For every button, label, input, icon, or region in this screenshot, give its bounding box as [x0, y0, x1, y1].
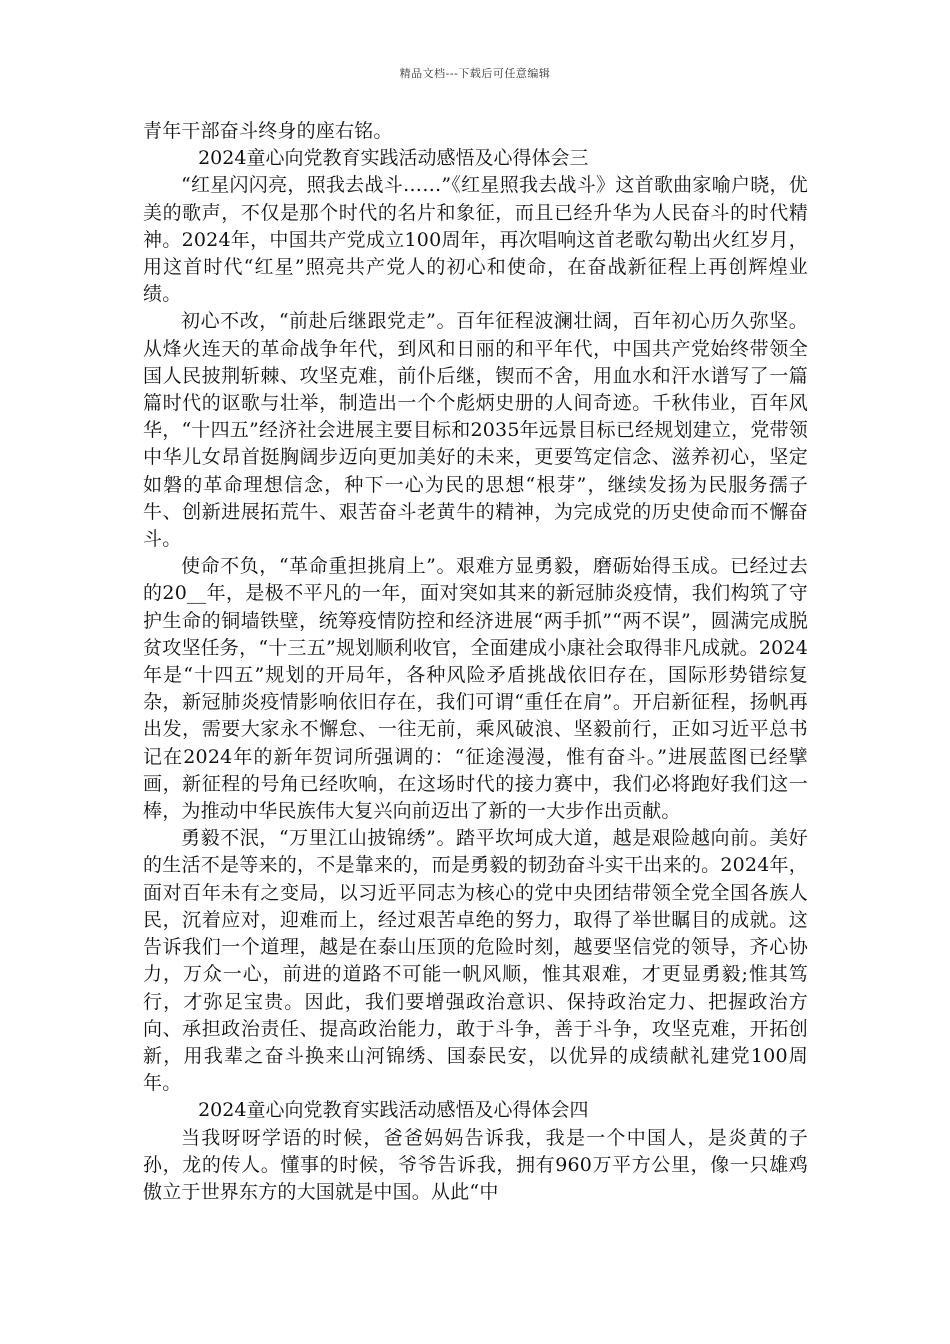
page-header: 精品文档---下载后可任意编辑	[399, 67, 551, 80]
paragraph-childhood: 当我呀呀学语的时候，爸爸妈妈告诉我，我是一个中国人，是炎黄的子孙，龙的传人。懂事的时候，爷爷告诉我，拥有960万平方公里，像一只雄鸡傲立于世界东方的大国就是中国。从此“中	[143, 1126, 808, 1203]
document-body	[143, 118, 808, 1206]
section-heading-four: 2024童心向党教育实践活动感悟及心得体会四	[198, 1099, 589, 1122]
section-heading-three: 2024童心向党教育实践活动感悟及心得体会三	[198, 147, 589, 170]
paragraph-mission: 使命不负，“革命重担挑肩上”。艰难方显勇毅，磨砺始得玉成。已经过去的20__年，是极不平凡的一年，面对突如其来的新冠肺炎疫情，我们构筑了守护生命的铜墙铁壁，统筹疫情防控和经济进展“两手抓”“两不误”，圆满完成脱贫攻坚任务，“十三五”规划顺利收官，全面建成小康社会取得非凡成就。2024年是“十四五”规划的开局年，各种风险矛盾挑战依旧存在，国际形势错综复杂，新冠肺炎疫情影响依旧存在，我们可谓“重任在肩”。开启新征程，扬帆再出发，需要大家永不懈怠、一往无前，乘风破浪、坚毅前行，正如习近平总书记在2024年的新年贺词所强调的：“征途漫漫，惟有奋斗。”进展蓝图已经擘画，新征程的号角已经吹响，在这场时代的接力赛中，我们必将跑好我们这一棒，为推动中华民族伟大复兴向前迈出了新的一大步作出贡献。	[143, 555, 808, 823]
paragraph-fortitude: 勇毅不泯，“万里江山披锦绣”。踏平坎坷成大道，越是艰险越向前。美好的生活不是等来的，不是靠来的，而是勇毅的韧劲奋斗实干出来的。2024年，面对百年未有之变局，以习近平同志为核心的党中央团结带领全党全国各族人民，沉着应对，迎难而上，经过艰苦卓绝的努力，取得了举世瞩目的成就。这告诉我们一个道理，越是在泰山压顶的危险时刻，越要坚信党的领导，齐心协力，万众一心，前进的道路不可能一帆风顺，惟其艰难，才更显勇毅;惟其笃行，才弥足宝贵。因此，我们要增强政治意识、保持政治定力、把握政治方向、承担政治责任、提高政治能力，敢于斗争，善于斗争，攻坚克难，开拓创新，用我辈之奋斗换来山河锦绣、国泰民安，以优异的成绩献礼建党100周年。	[143, 827, 808, 1095]
paragraph-intro: “红星闪闪亮，照我去战斗……”《红星照我去战斗》这首歌曲家喻户晓，优美的歌声，不仅是那个时代的名片和象征，而且已经升华为人民奋斗的时代精神。2024年，中国共产党成立100周年，再次唱响这首老歌勾勒出火红岁月，用这首时代“红星”照亮共产党人的初心和使命，在奋战新征程上再创辉煌业绩。	[143, 174, 808, 306]
paragraph-continuation: 青年干部奋斗终身的座右铭。	[143, 120, 393, 142]
paragraph-original-aspiration: 初心不改，“前赴后继跟党走”。百年征程波澜壮阔，百年初心历久弥坚。从烽火连天的革命战争年代，到风和日丽的和平年代，中国共产党始终带领全国人民披荆斩棘、攻坚克难，前仆后继，锲而不舍，用血水和汗水谱写了一篇篇时代的讴歌与壮举，制造出一个个彪炳史册的人间奇迹。千秋伟业，百年风华，“十四五”经济社会进展主要目标和2035年远景目标已经规划建立，党带领中华儿女昂首挺胸阔步迈向更加美好的未来，更要笃定信念、滋养初心，坚定如磐的革命理想信念，种下一心为民的思想“根芽”，继续发扬为民服务孺子牛、创新进展拓荒牛、艰苦奋斗老黄牛的精神，为完成党的历史使命而不懈奋斗。	[143, 310, 808, 551]
